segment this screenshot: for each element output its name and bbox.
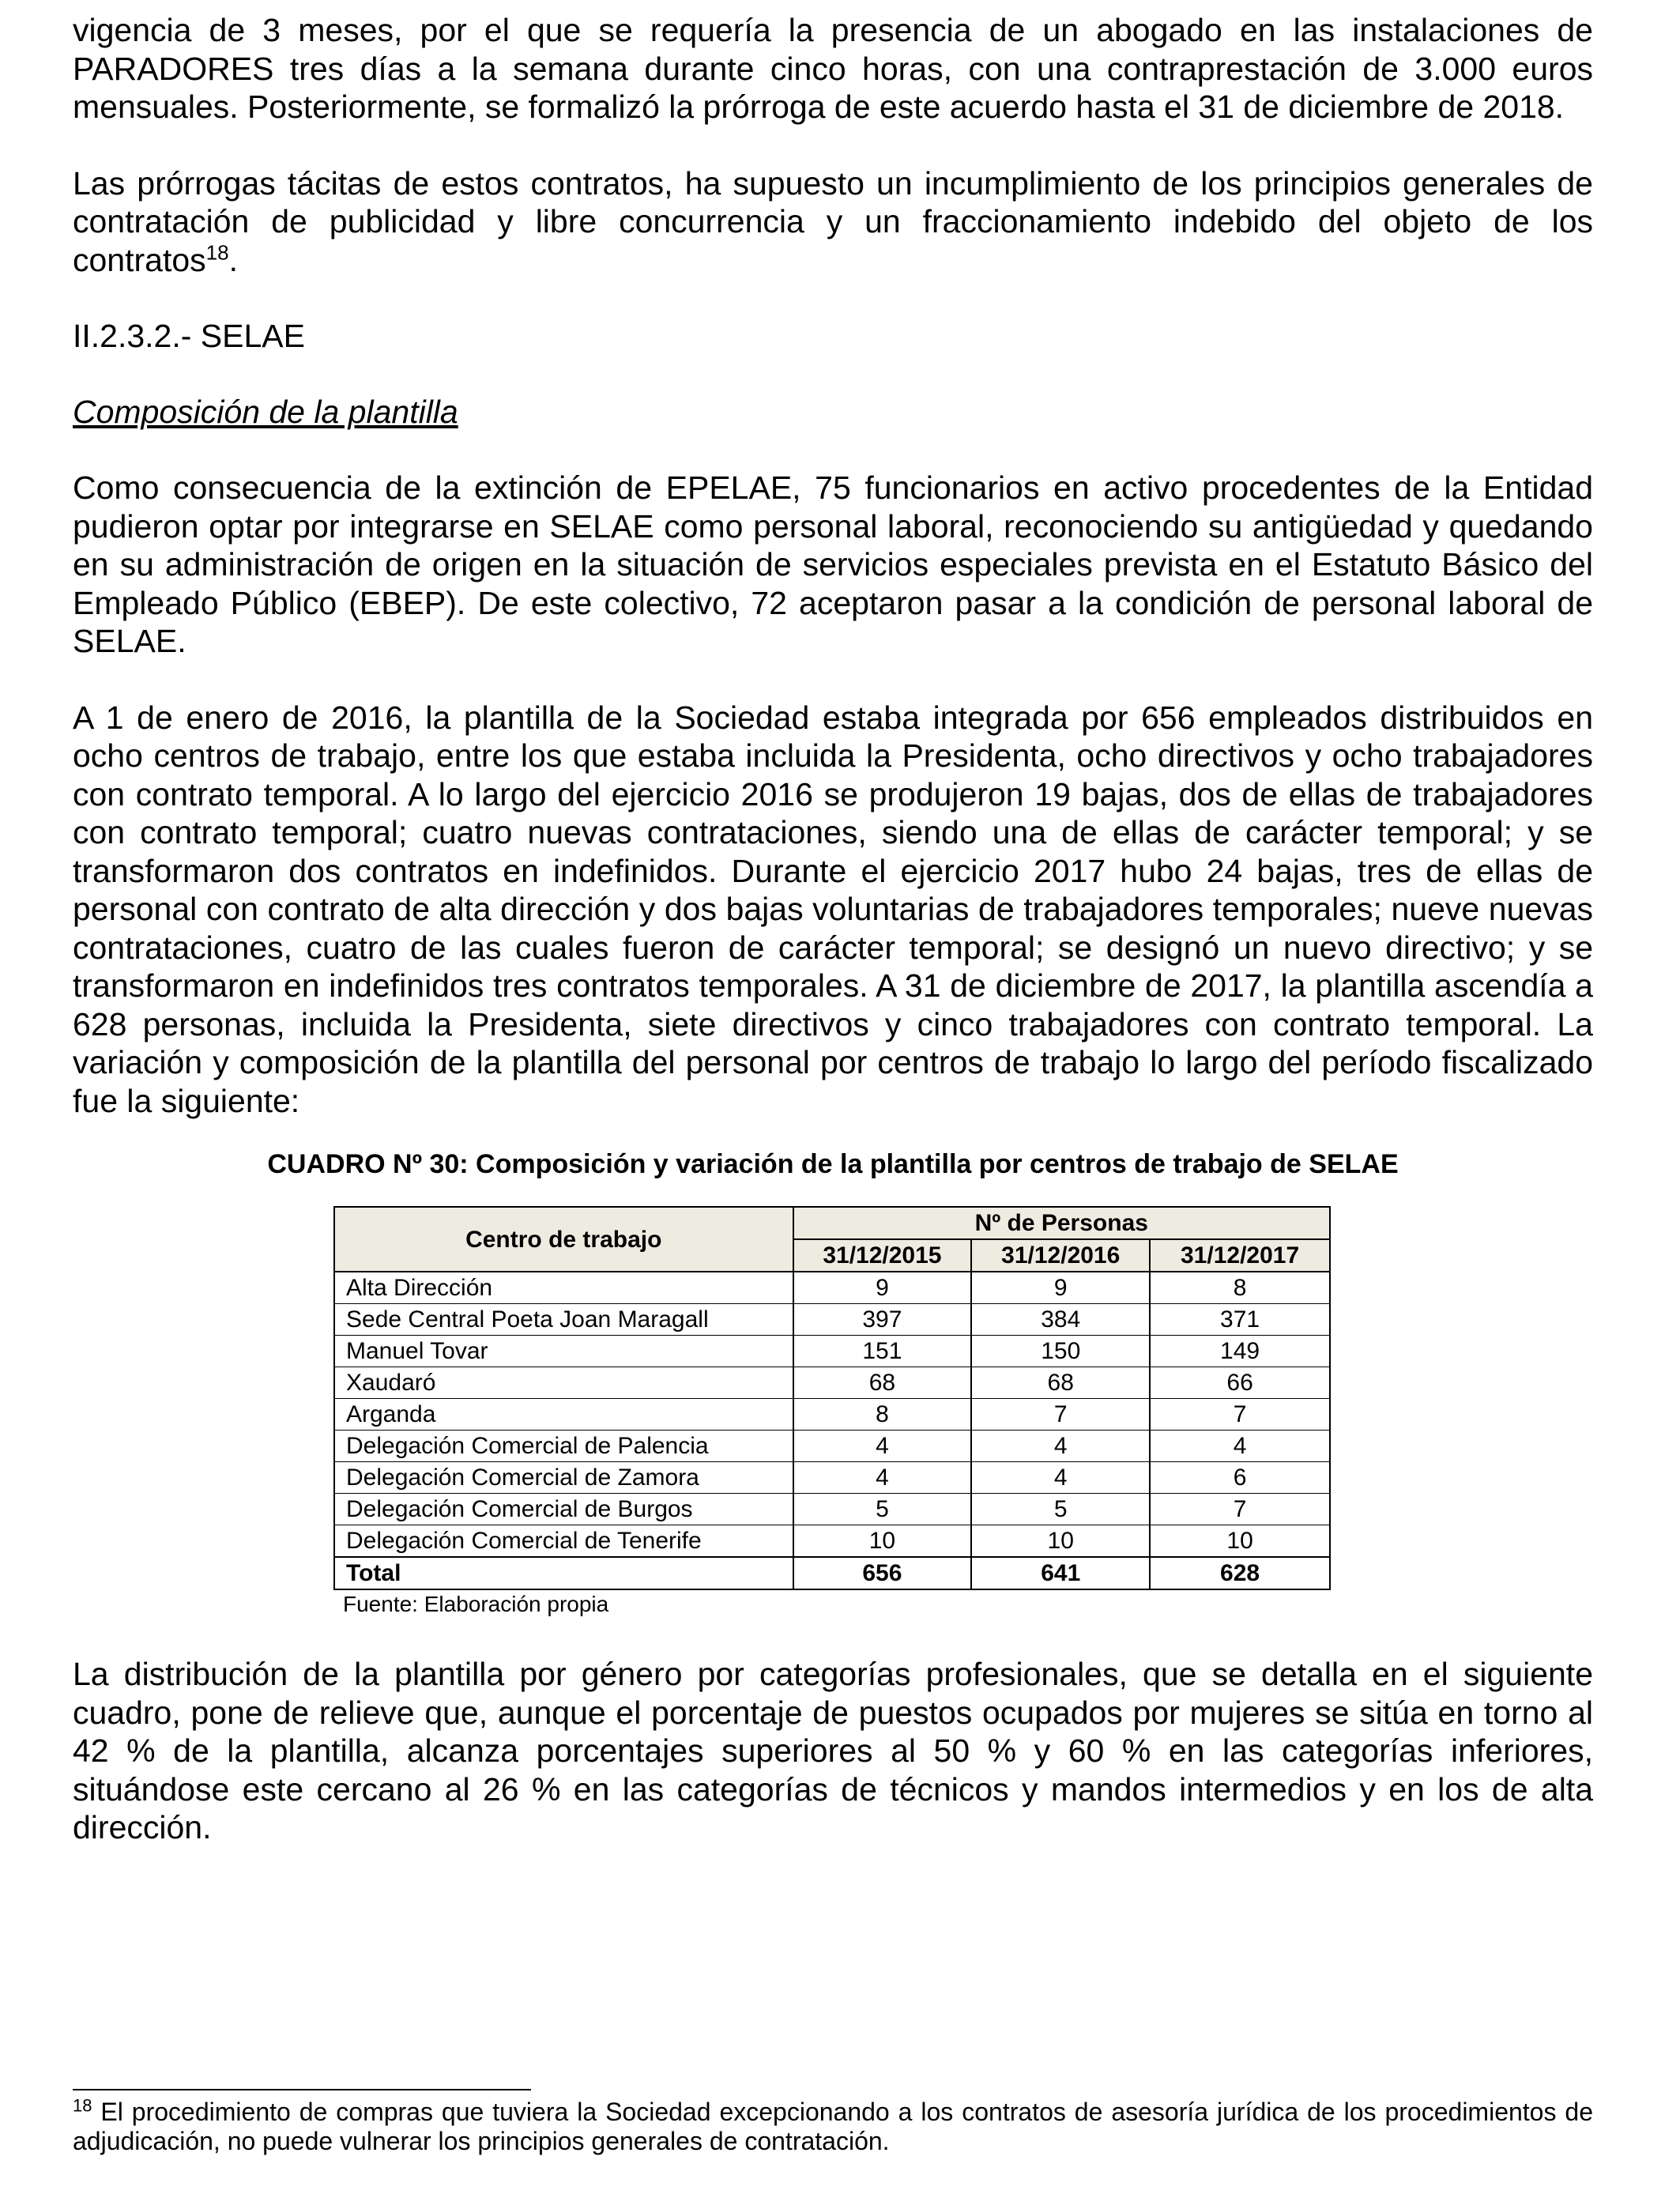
row-value-2016: 68 — [971, 1367, 1150, 1399]
table-row — [334, 1399, 1330, 1431]
paragraph-staff-evolution: A 1 de enero de 2016, la plantilla de la Sociedad estaba integrada por 656 empleados distribuidos en ocho centros de trabajo, entre los que estaba incluida la Presidenta, ocho directivos y ocho trabajadores con contrato temporal. A lo largo del ejercicio 2016 se produjeron 19 bajas, dos de ellas de trabajadores con contrato temporal; cuatro nuevas contrataciones, siendo una de ellas de carácter temporal; y se transformaron dos contratos en indefinidos. Durante el ejercicio 2017 hubo 24 bajas, tres de ellas de personal con contrato de alta dirección y dos bajas voluntarias de trabajadores temporales; nueve nuevas contrataciones, cuatro de las cuales fueron de carácter temporal; se designó un nuevo directivo; y se transformaron en indefinidos tres contratos temporales. A 31 de diciembre de 2017, la plantilla ascendía a 628 personas, incluida la Presidenta, siete directivos y cinco trabajadores con contrato temporal. La variación y composición de la plantilla del personal por centros de trabajo lo largo del período fiscalizado fue la siguiente: — [73, 699, 1593, 1119]
row-value-2015: 4 — [793, 1431, 972, 1462]
row-value-2015: 5 — [793, 1494, 972, 1525]
header-year-2015: 31/12/2015 — [793, 1239, 972, 1272]
row-value-2015: 68 — [793, 1367, 972, 1399]
row-value-2017: 8 — [1150, 1272, 1330, 1304]
row-center: Sede Central Poeta Joan Maragall — [334, 1304, 793, 1336]
row-value-2015: 397 — [793, 1304, 972, 1336]
row-center: Manuel Tovar — [334, 1336, 793, 1367]
subsection-heading: Composición de la plantilla — [73, 394, 458, 430]
row-value-2015: 10 — [793, 1525, 972, 1558]
paragraph-epelae-extinction: Como consecuencia de la extinción de EPELAE, 75 funcionarios en activo procedentes de la Entidad pudieron optar por integrarse en SELAE como personal laboral, reconociendo su antigüedad y quedando en su administración de origen en la situación de servicios especiales prevista en el Estatuto Básico del Empleado Público (EBEP). De este colectivo, 72 aceptaron pasar a la condición de personal laboral de SELAE. — [73, 469, 1593, 659]
table-row — [334, 1494, 1330, 1525]
row-value-2017: 149 — [1150, 1336, 1330, 1367]
row-center: Xaudaró — [334, 1367, 793, 1399]
table-row — [334, 1304, 1330, 1336]
row-value-2015: 9 — [793, 1272, 972, 1304]
row-value-2017: 7 — [1150, 1399, 1330, 1431]
row-value-2016: 5 — [971, 1494, 1150, 1525]
row-value-2015: 4 — [793, 1462, 972, 1494]
row-center: Delegación Comercial de Burgos — [334, 1494, 793, 1525]
row-value-2016: 7 — [971, 1399, 1150, 1431]
row-value-2016: 150 — [971, 1336, 1150, 1367]
row-center: Alta Dirección — [334, 1272, 793, 1304]
table-row — [334, 1272, 1330, 1304]
footnote — [73, 2095, 1593, 2156]
staff-table-container — [333, 1206, 1331, 1619]
table-source: Fuente: Elaboración propia — [343, 1592, 609, 1616]
row-value-2017: 7 — [1150, 1494, 1330, 1525]
paragraph-gender-distribution: La distribución de la plantilla por género por categorías profesionales, que se detalla en el siguiente cuadro, pone de relieve que, aunque el porcentaje de puestos ocupados por mujeres se sitúa en torno al 42 % de la plantilla, alcanza porcentajes superiores al 50 % y 60 % en las categorías inferiores, situándose este cercano al 26 % en las categorías de técnicos y mandos intermedios y en los de alta dirección. — [73, 1656, 1593, 1845]
footnote-reference: 18 — [205, 239, 229, 264]
table-row — [334, 1462, 1330, 1494]
table-row — [334, 1367, 1330, 1399]
row-value-2017: 66 — [1150, 1367, 1330, 1399]
row-value-2016: 384 — [971, 1304, 1150, 1336]
section-heading: II.2.3.2.- SELAE — [73, 318, 305, 354]
row-center: Delegación Comercial de Zamora — [334, 1462, 793, 1494]
header-year-2017: 31/12/2017 — [1150, 1239, 1330, 1272]
row-value-2016: 10 — [971, 1525, 1150, 1558]
row-center: Delegación Comercial de Tenerife — [334, 1525, 793, 1558]
row-value-2016: 4 — [971, 1462, 1150, 1494]
paragraph-tacit-extensions — [73, 164, 1593, 280]
row-value-2017: 10 — [1150, 1525, 1330, 1558]
document-page — [73, 11, 1593, 1847]
row-center: Arganda — [334, 1399, 793, 1431]
row-value-2015: 151 — [793, 1336, 972, 1367]
header-centro-trabajo: Centro de trabajo — [334, 1207, 793, 1272]
footnote-number: 18 — [73, 2095, 92, 2116]
paragraph-parador-contract: vigencia de 3 meses, por el que se requería la presencia de un abogado en las instalaciones de PARADORES tres días a la semana durante cinco horas, con una contraprestación de 3.000 euros mensuales. Posteriormente, se formalizó la prórroga de este acuerdo hasta el 31 de diciembre de 2018. — [73, 12, 1593, 125]
table-title: CUADRO Nº 30: Composición y variación de la plantilla por centros de trabajo de SELAE — [267, 1149, 1399, 1179]
table-row — [334, 1525, 1330, 1558]
row-value-2015: 8 — [793, 1399, 972, 1431]
row-value-2017: 6 — [1150, 1462, 1330, 1494]
table-row — [334, 1336, 1330, 1367]
row-value-2017: 371 — [1150, 1304, 1330, 1336]
total-value-2016: 641 — [971, 1557, 1150, 1589]
row-center: Delegación Comercial de Palencia — [334, 1431, 793, 1462]
staff-table — [333, 1206, 1331, 1590]
total-label: Total — [334, 1557, 793, 1589]
total-value-2015: 656 — [793, 1557, 972, 1589]
table-total-row — [334, 1557, 1330, 1589]
row-value-2016: 4 — [971, 1431, 1150, 1462]
total-value-2017: 628 — [1150, 1557, 1330, 1589]
row-value-2017: 4 — [1150, 1431, 1330, 1462]
paragraph-end-period: . — [228, 241, 238, 278]
footnote-text: El procedimiento de compras que tuviera la Sociedad excepcionando a los contratos de asesoría jurídica de los procedimientos de adjudicación, no puede vulnerar los principios generales de contratación. — [73, 2098, 1593, 2155]
paragraph-tacit-extensions-text: Las prórrogas tácitas de estos contratos, ha supuesto un incumplimiento de los principios generales de contratación de publicidad y libre concurrencia y un fraccionamiento indebido del objeto de los contratos — [73, 164, 1593, 278]
header-year-2016: 31/12/2016 — [971, 1239, 1150, 1272]
row-value-2016: 9 — [971, 1272, 1150, 1304]
header-num-personas: Nº de Personas — [793, 1207, 1331, 1239]
table-row — [334, 1431, 1330, 1462]
footnote-divider — [73, 2089, 531, 2090]
